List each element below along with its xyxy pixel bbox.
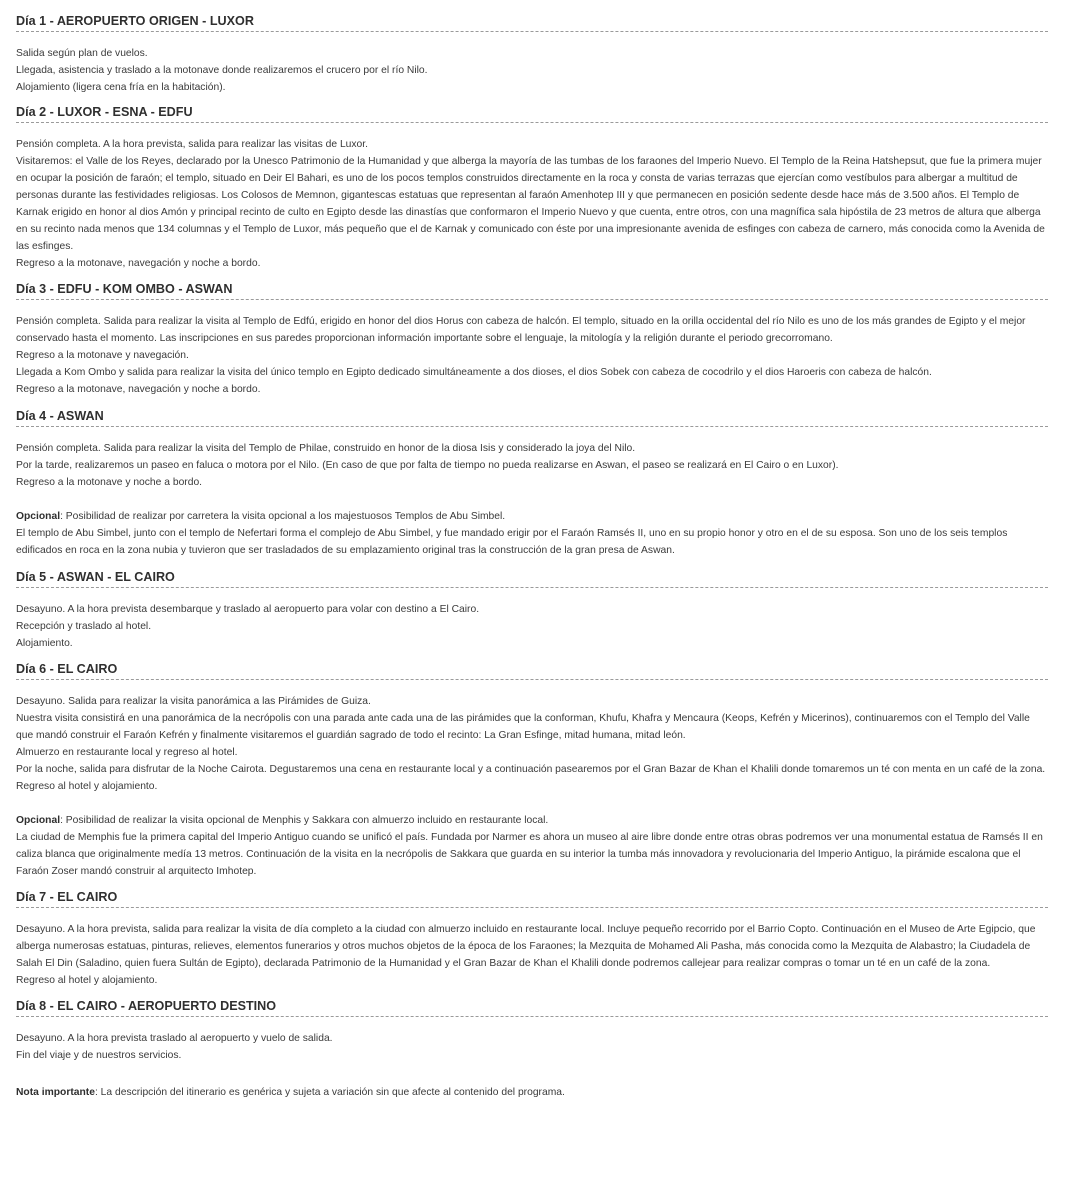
day-paragraph: Nuestra visita consistirá en una panorámica de la necrópolis con una parada ante cada una de las pirámides que la conforman, Khufu, Khafra y Mencaura (Keops, Kefrén y Micerinos), continuaremos con el Templo del Valle que mandó construir el Faraón Kefrén y finalmente visitaremos el guardián sagrado de todo el recinto: La Gran Esfinge, mitad humana, mitad león. [16,713,1030,741]
day-title: Día 5 - ASWAN - EL CAIRO [16,570,1048,588]
day-title: Día 7 - EL CAIRO [16,890,1048,908]
day-paragraph: Regreso a la motonave, navegación y noche a bordo. [16,258,261,269]
day-section [16,559,1048,652]
day-paragraph: Alojamiento. [16,638,73,649]
day-paragraph: Llegada a Kom Ombo y salida para realizar la visita del único templo en Egipto dedicado simultáneamente a dos dioses, el dios Sobek con cabeza de cocodrilo y el dios Haroeris con cabeza de halcón. [16,367,932,378]
optional-paragraph: El templo de Abu Simbel, junto con el templo de Nefertari forma el complejo de Abu Simbel, y fue mandado erigir por el Faraón Ramsés II, uno en su propio honor y otro en el de su esposa. Son uno de los seis templos edificados en roca en la zona nubia y tuvieron que ser trasladados de su emplazamiento original tras la construcción de la gran presa de Aswan. [16,528,1008,556]
day-paragraph: Pensión completa. Salida para realizar la visita del Templo de Philae, construido en honor de la diosa Isis y considerado la joya del Nilo. [16,443,636,454]
important-note-label: Nota importante [16,1087,95,1098]
day-paragraph: Recepción y traslado al hotel. [16,621,152,632]
day-title: Día 6 - EL CAIRO [16,662,1048,680]
day-paragraph: Pensión completa. Salida para realizar la visita al Templo de Edfú, erigido en honor del dios Horus con cabeza de halcón. El templo, situado en la orilla occidental del río Nilo es uno de los más grandes de Egipto y el mejor conservado hasta el momento. Las inscripciones en sus paredes proporcionan información importante sobre el lenguaje, la mitología y la religión durante el periodo grecorromano. [16,316,1026,344]
optional-excursion [16,812,1048,829]
day-paragraph: Pensión completa. A la hora prevista, salida para realizar las visitas de Luxor. [16,139,368,150]
day-title: Día 2 - LUXOR - ESNA - EDFU [16,105,1048,123]
day-section [16,272,1048,398]
day-paragraph: Desayuno. Salida para realizar la visita panorámica a las Pirámides de Guiza. [16,696,371,707]
day-paragraph: Por la tarde, realizaremos un paseo en faluca o motora por el Nilo. (En caso de que por falta de tiempo no pueda realizarse en Aswan, el paseo se realizará en El Cairo o en Luxor). [16,460,839,471]
day-paragraph: Fin del viaje y de nuestros servicios. [16,1050,182,1061]
day-paragraph: Regreso a la motonave y noche a bordo. [16,477,203,488]
day-section [16,0,1048,96]
day-title: Día 1 - AEROPUERTO ORIGEN - LUXOR [16,14,1048,32]
day-paragraph: Regreso a la motonave, navegación y noche a bordo. [16,384,261,395]
optional-text: : Posibilidad de realizar la visita opcional de Menphis y Sakkara con almuerzo incluido en restaurante local. [60,815,549,826]
day-title: Día 4 - ASWAN [16,409,1048,427]
day-paragraph: Por la noche, salida para disfrutar de la Noche Cairota. Degustaremos una cena en restaurante local y a continuación pasearemos por el Gran Bazar de Khan el Khalili donde tomaremos un té con menta en un café de la zona. [16,764,1046,775]
day-section [16,398,1048,559]
optional-label: Opcional [16,815,61,826]
day-paragraph: Regreso al hotel y alojamiento. [16,975,158,986]
day-paragraph: Alojamiento (ligera cena fría en la habitación). [16,82,226,93]
optional-text: : Posibilidad de realizar por carretera la visita opcional a los majestuosos Templos de Abu Simbel. [60,511,506,522]
day-paragraph: Desayuno. A la hora prevista, salida para realizar la visita de día completo a la ciudad con almuerzo incluido en restaurante local. Incluye pequeño recorrido por el Barrio Copto. Continuación en el Museo de Arte Egipcio, que alberga numerosas estatuas, pinturas, relieves, elementos funerarios y otros muchos objetos de la época de los Faraones; la Mezquita de Mohamed Ali Pasha, más conocida como la Mezquita de Alabastro; la Ciudadela de Salah El Din (Saladino, quien fuera Sultán de Egipto), declarada Patrimonio de la Humanidad y el Gran Bazar de Khan el Khalili donde podremos callejear para realizar compras o tomar un té en un café de la zona. [16,924,1036,969]
day-paragraph: Regreso a la motonave y navegación. [16,350,189,361]
spacer [16,795,1048,812]
day-paragraph: Salida según plan de vuelos. [16,48,148,59]
day-title: Día 8 - EL CAIRO - AEROPUERTO DESTINO [16,999,1048,1017]
important-note [16,1084,1048,1101]
spacer [16,1064,1048,1084]
day-section [16,652,1048,880]
itinerary-days [16,0,1048,1064]
day-paragraph: Regreso al hotel y alojamiento. [16,781,158,792]
optional-paragraph: La ciudad de Memphis fue la primera capital del Imperio Antiguo cuando se unificó el país. Fundada por Narmer es ahora un museo al aire libre donde entre otras obras podremos ver una monumental estatua de Ramsés II en caliza blanca que originalmente medía 13 metros. Continuación de la visita en la necrópolis de Sakkara que guarda en su interior la tumba más innovadora y revolucionaria del Imperio Antiguo, la pirámide escalona que el Faraón Zoser mandó construir al arquitecto Imhotep. [16,832,1043,877]
day-paragraph: Desayuno. A la hora prevista desembarque y traslado al aeropuerto para volar con destino a El Cairo. [16,604,480,615]
optional-label: Opcional [16,511,61,522]
day-paragraph: Visitaremos: el Valle de los Reyes, declarado por la Unesco Patrimonio de la Humanidad y que alberga la mayoría de las tumbas de los faraones del Imperio Nuevo. El Templo de la Reina Hatshepsut, que fue la primera mujer en ocupar la posición de faraón; el templo, situado en Deir El Bahari, es uno de los pocos templos construidos directamente en la roca y consta de varias terrazas que ejercían como vestíbulos para albergar a multitud de personas durante las festividades religiosas. Los Colosos de Memnon, gigantescas estatuas que representan al faraón Amenhotep III y que permanecen en posición sedente desde hace más de 3.500 años. El Templo de Karnak erigido en honor al dios Amón y principal recinto de culto en Egipto desde las dinastías que conformaron el Imperio Nuevo y que cuenta, entre otros, con una magnífica sala hipóstila de 23 metros de altura que alberga en su recinto nada menos que 134 columnas y el Templo de Luxor, más pequeño que el de Karnak y comunicado con éste por una impresionante avenida de esfinges con cabeza de carnero, más conocida como la Avenida de las esfinges. [16,156,1045,252]
day-title: Día 3 - EDFU - KOM OMBO - ASWAN [16,282,1048,300]
day-paragraph: Almuerzo en restaurante local y regreso al hotel. [16,747,238,758]
important-note-text: : La descripción del itinerario es genérica y sujeta a variación sin que afecte al contenido del programa. [94,1087,565,1098]
optional-excursion [16,508,1048,525]
day-section [16,880,1048,989]
day-paragraph: Llegada, asistencia y traslado a la motonave donde realizaremos el crucero por el río Nilo. [16,65,428,76]
day-section [16,989,1048,1064]
day-section [16,96,1048,272]
spacer [16,491,1048,508]
day-paragraph: Desayuno. A la hora prevista traslado al aeropuerto y vuelo de salida. [16,1033,333,1044]
